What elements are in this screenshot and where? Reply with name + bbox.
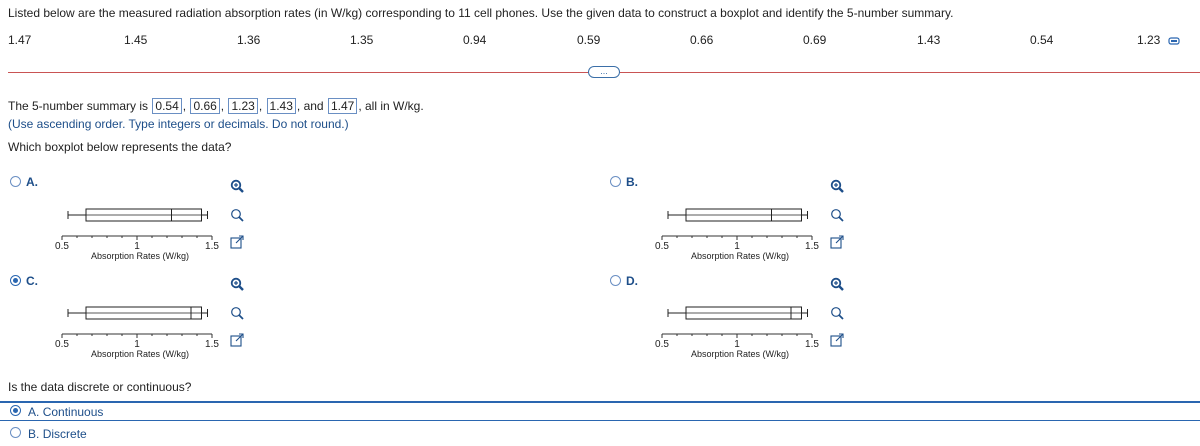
tick-label: 1.5 bbox=[805, 339, 819, 350]
option-d-radio[interactable] bbox=[610, 275, 621, 286]
separator: , bbox=[182, 99, 187, 113]
discrete-question: Is the data discrete or continuous? bbox=[8, 380, 192, 394]
answer-box-median[interactable]: 1.23 bbox=[228, 98, 257, 114]
summary-suffix: , all in W/kg. bbox=[358, 99, 424, 113]
zoom-in-icon[interactable] bbox=[230, 179, 244, 193]
zoom-in-icon[interactable] bbox=[830, 179, 844, 193]
more-button[interactable]: ... bbox=[588, 66, 620, 78]
external-link-icon[interactable] bbox=[230, 235, 244, 249]
zoom-in-icon[interactable] bbox=[230, 277, 244, 291]
selected-answer-highlight bbox=[0, 401, 1200, 421]
external-link-icon[interactable] bbox=[830, 235, 844, 249]
x-axis-label: Absorption Rates (W/kg) bbox=[690, 251, 790, 261]
arrow bbox=[236, 334, 243, 341]
data-value-last bbox=[1137, 33, 1180, 47]
handle bbox=[239, 286, 243, 290]
hint-text: (Use ascending order. Type integers or decimals. Do not round.) bbox=[8, 117, 349, 131]
option-b-radio[interactable] bbox=[610, 176, 621, 187]
option-c-letter: C. bbox=[26, 274, 38, 288]
separator: , bbox=[258, 99, 263, 113]
option-b-letter: B. bbox=[626, 175, 638, 189]
discrete-label: Discrete bbox=[42, 427, 87, 441]
tick-label: 1 bbox=[734, 241, 740, 252]
answer-box-max[interactable]: 1.47 bbox=[328, 98, 357, 114]
tick-label: 0.5 bbox=[655, 339, 669, 350]
external-link-icon[interactable] bbox=[830, 333, 844, 347]
arrow bbox=[836, 334, 843, 341]
option-d-letter: D. bbox=[626, 274, 638, 288]
external-link-icon[interactable] bbox=[230, 333, 244, 347]
x-axis-label: Absorption Rates (W/kg) bbox=[90, 349, 190, 359]
separator: , bbox=[220, 99, 225, 113]
arrow bbox=[236, 236, 243, 243]
data-value: 0.94 bbox=[463, 33, 487, 47]
question-text: Listed below are the measured radiation absorption rates (in W/kg) corresponding to 11 cell phones. Use the given data to construct a boxplot and identify the 5-number summary. bbox=[8, 6, 954, 20]
summary-prefix: The 5-number summary is bbox=[8, 99, 149, 113]
answer-box-q3[interactable]: 1.43 bbox=[267, 98, 296, 114]
continuous-label: Continuous bbox=[42, 405, 104, 419]
handle bbox=[839, 286, 843, 290]
tick-label: 1 bbox=[134, 339, 140, 350]
continuous-radio[interactable] bbox=[10, 405, 21, 416]
zoom-out-icon[interactable] bbox=[830, 208, 844, 222]
tick-label: 0.5 bbox=[655, 241, 669, 252]
boxplot-d[interactable] bbox=[650, 296, 830, 362]
copy-icon[interactable] bbox=[1168, 36, 1180, 46]
tick-label: 1 bbox=[134, 241, 140, 252]
data-values-row bbox=[0, 33, 1200, 49]
handle bbox=[839, 217, 843, 221]
data-value: 1.36 bbox=[237, 33, 261, 47]
boxplot-b[interactable] bbox=[650, 198, 830, 264]
continuous-option[interactable] bbox=[28, 405, 103, 419]
handle bbox=[839, 188, 843, 192]
handle bbox=[239, 188, 243, 192]
data-value: 0.59 bbox=[577, 33, 601, 47]
tick-label: 1 bbox=[734, 339, 740, 350]
tick-label: 0.5 bbox=[55, 241, 69, 252]
zoom-out-icon[interactable] bbox=[230, 208, 244, 222]
zoom-in-icon[interactable] bbox=[830, 277, 844, 291]
zoom-out-icon[interactable] bbox=[230, 306, 244, 320]
data-value: 0.66 bbox=[690, 33, 714, 47]
zoom-out-icon[interactable] bbox=[830, 306, 844, 320]
boxplot-question: Which boxplot below represents the data? bbox=[8, 140, 232, 154]
data-value: 1.23 bbox=[1137, 33, 1161, 47]
and-text: and bbox=[303, 99, 324, 113]
data-value: 0.54 bbox=[1030, 33, 1054, 47]
data-value: 1.43 bbox=[917, 33, 941, 47]
x-axis-label: Absorption Rates (W/kg) bbox=[90, 251, 190, 261]
data-value: 0.69 bbox=[803, 33, 827, 47]
x-axis-label: Absorption Rates (W/kg) bbox=[690, 349, 790, 359]
answer-box-min[interactable]: 0.54 bbox=[152, 98, 181, 114]
option-c-radio[interactable] bbox=[10, 275, 21, 286]
handle bbox=[239, 217, 243, 221]
handle bbox=[239, 315, 243, 319]
tick-label: 1.5 bbox=[205, 339, 219, 350]
separator: , bbox=[296, 99, 301, 113]
discrete-letter: B. bbox=[28, 427, 40, 441]
option-a-letter: A. bbox=[26, 175, 38, 189]
tick-label: 0.5 bbox=[55, 339, 69, 350]
answer-box-q1[interactable]: 0.66 bbox=[190, 98, 219, 114]
option-a-radio[interactable] bbox=[10, 176, 21, 187]
tick-label: 1.5 bbox=[205, 241, 219, 252]
data-value: 1.45 bbox=[124, 33, 148, 47]
handle bbox=[839, 315, 843, 319]
discrete-option[interactable] bbox=[28, 427, 87, 441]
continuous-letter: A. bbox=[28, 405, 40, 419]
boxplot-c[interactable] bbox=[50, 296, 230, 362]
data-value: 1.47 bbox=[8, 33, 32, 47]
data-value: 1.35 bbox=[350, 33, 374, 47]
discrete-radio[interactable] bbox=[10, 427, 21, 438]
boxplot-a[interactable] bbox=[50, 198, 230, 264]
arrow bbox=[836, 236, 843, 243]
tick-label: 1.5 bbox=[805, 241, 819, 252]
summary-line bbox=[8, 98, 424, 114]
